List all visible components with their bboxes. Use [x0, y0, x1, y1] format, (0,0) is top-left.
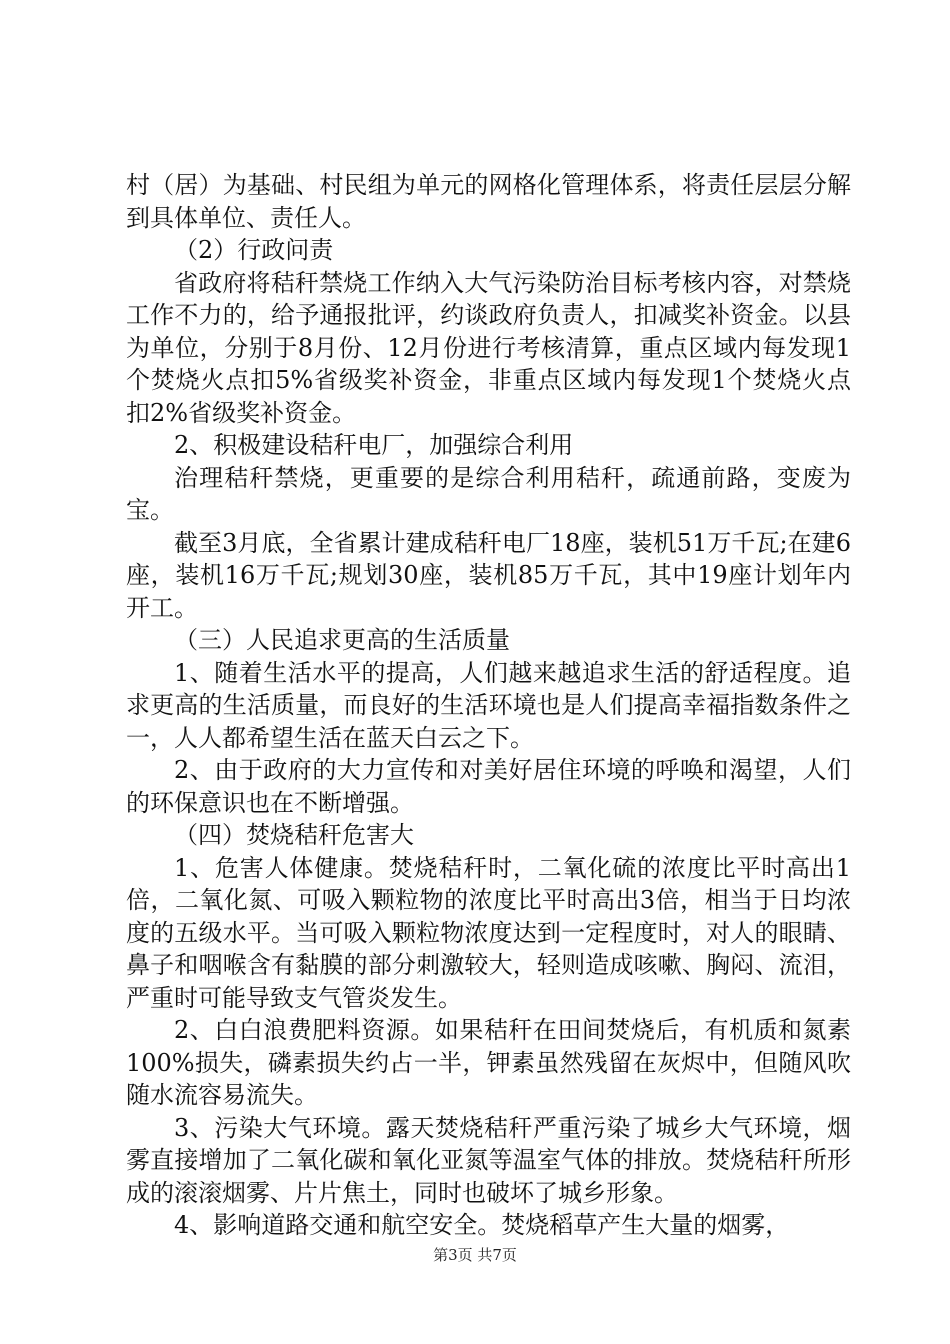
section-heading: 2、积极建设秸秆电厂，加强综合利用 [174, 431, 574, 459]
paragraph: 截至3月底，全省累计建成秸秆电厂18座，装机51万千瓦;在建6座，装机16万千瓦;规划30座，装机85万千瓦，其中19座计划年内开工。 [126, 528, 851, 622]
paragraph: 省政府将秸秆禁烧工作纳入大气污染防治目标考核内容，对禁烧工作不力的，给予通报批评，约谈政府负责人，扣减奖补资金。以县为单位，分别于8月份、12月份进行考核清算，重点区域内每发现1个焚烧火点扣5%省级奖补资金，非重点区域内每发现1个焚烧火点扣2%省级奖补资金。 [126, 268, 851, 427]
section-subheading: （三）人民追求更高的生活质量 [174, 626, 510, 654]
paragraph: 1、随着生活水平的提高，人们越来越追求生活的舒适程度。追求更高的生活质量，而良好的生活环境也是人们提高幸福指数条件之一，人人都希望生活在蓝天白云之下。 [126, 658, 851, 752]
paragraph: 2、由于政府的大力宣传和对美好居住环境的呼唤和渴望，人们的环保意识也在不断增强。 [126, 756, 851, 817]
paragraph: 1、危害人体健康。焚烧秸秆时，二氧化硫的浓度比平时高出1倍，二氧化氮、可吸入颗粒物的浓度比平时高出3倍，相当于日均浓度的五级水平。当可吸入颗粒物浓度达到一定程度时，对人的眼睛、鼻子和咽喉含有黏膜的部分刺激较大，轻则造成咳嗽、胸闷、流泪，严重时可能导致支气管炎发生。 [126, 853, 851, 1012]
section-subheading: （四）焚烧秸秆危害大 [174, 821, 414, 849]
page-number-footer: 第3页 共7页 [433, 1246, 517, 1264]
body-text [126, 169, 851, 1242]
paragraph: 治理秸秆禁烧，更重要的是综合利用秸秆，疏通前路，变废为宝。 [126, 463, 851, 524]
paragraph: 3、污染大气环境。露天焚烧秸秆严重污染了城乡大气环境，烟雾直接增加了二氧化碳和氧化亚氮等温室气体的排放。焚烧秸秆所形成的滚滚烟雾、片片焦土，同时也破坏了城乡形象。 [126, 1113, 851, 1207]
section-subheading: （2）行政问责 [174, 236, 334, 264]
paragraph: 2、白白浪费肥料资源。如果秸秆在田间焚烧后，有机质和氮素100%损失，磷素损失约占一半，钾素虽然残留在灰烬中，但随风吹随水流容易流失。 [126, 1016, 851, 1109]
paragraph: 村（居）为基础、村民组为单元的网格化管理体系，将责任层层分解到具体单位、责任人。 [126, 171, 851, 232]
paragraph: 4、影响道路交通和航空安全。焚烧稻草产生大量的烟雾， [174, 1211, 790, 1239]
